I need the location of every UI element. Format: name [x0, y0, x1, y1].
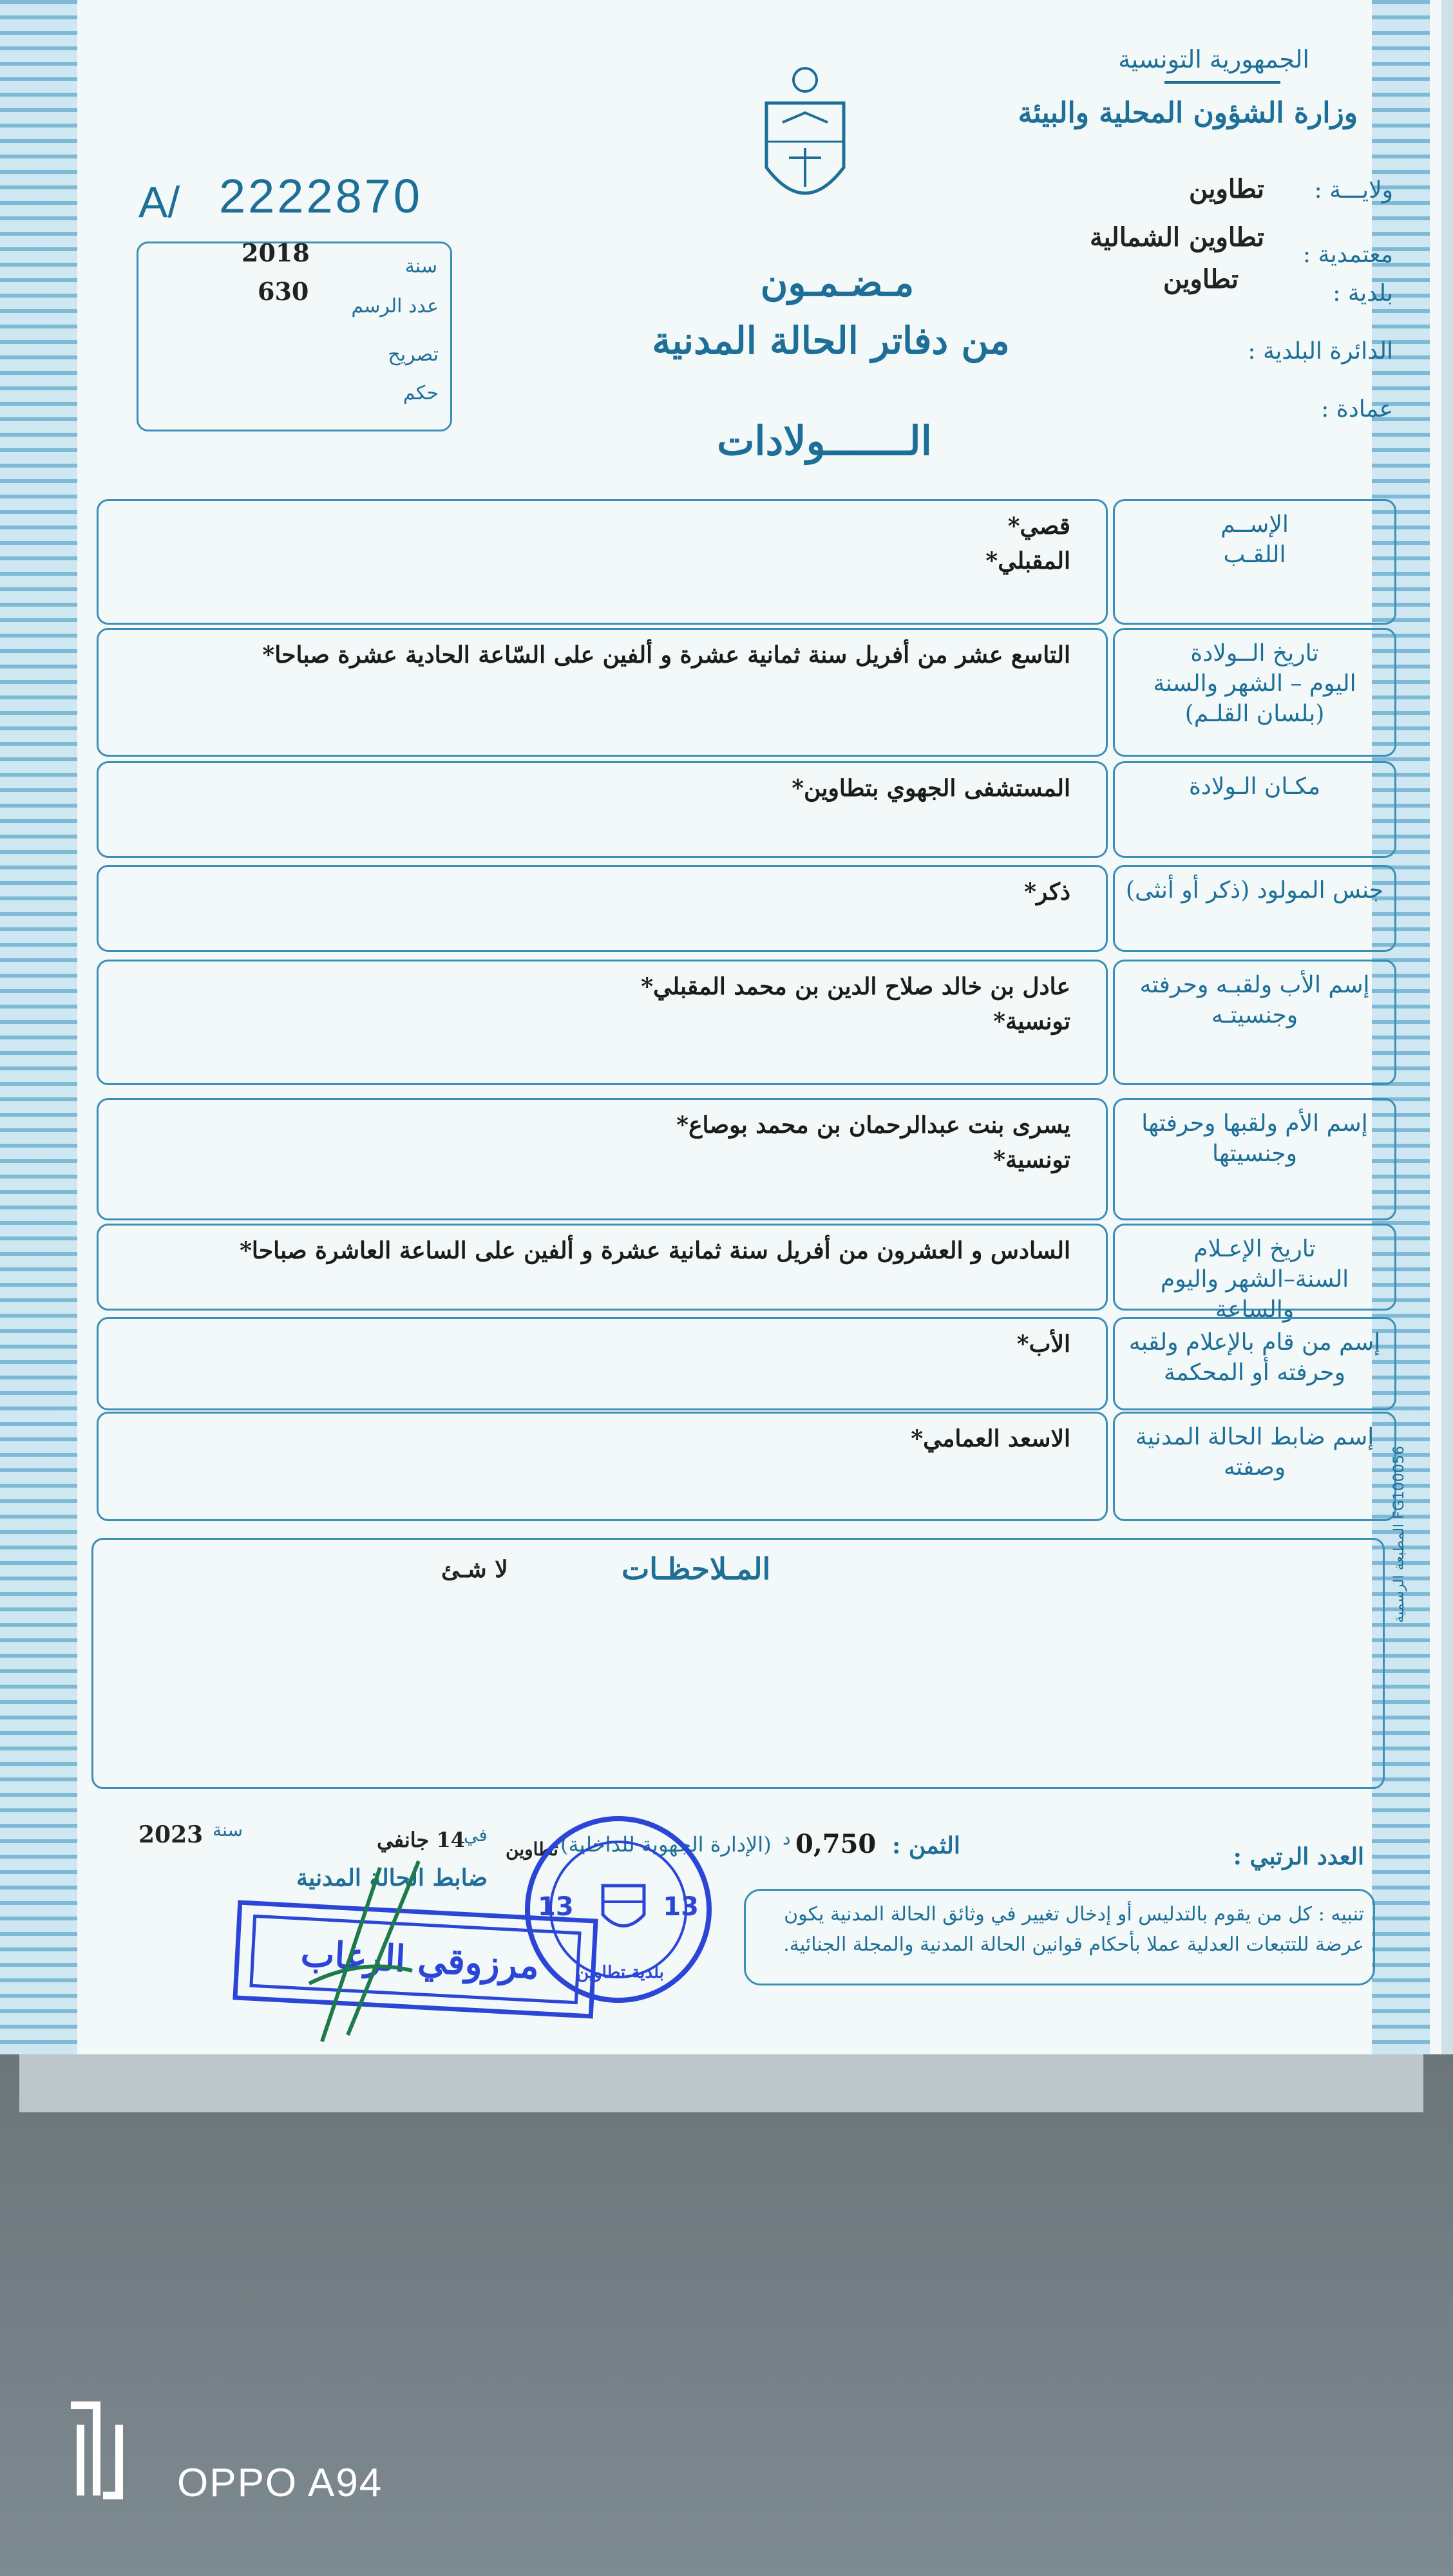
serial-label: العدد الرتبي : [1233, 1843, 1364, 1870]
field-value: الاسعد العمامي* [911, 1425, 1070, 1452]
record-box [137, 238, 452, 431]
footer-year-value: 2023 [138, 1821, 204, 1848]
field-value-box [97, 1317, 1108, 1410]
municipality-value: تطاوين [1163, 264, 1239, 294]
stamp-emblem-icon [598, 1879, 649, 1937]
field-label: تاريخ الإعـلام السنة–الشهر واليوم والساعة [1160, 1236, 1349, 1323]
field-value-box [97, 1412, 1108, 1521]
municipality-label: بلدية : [1333, 280, 1393, 307]
field-value-box [97, 1098, 1108, 1220]
field-label-box [1113, 499, 1396, 625]
district-label: الدائرة البلدية : [1248, 338, 1393, 365]
paper-underlay [19, 2054, 1423, 2112]
remarks-label: المـلاحظـات [622, 1551, 771, 1586]
field-value: يسرى بنت عبدالرحمان بن محمد بوصاع* تونسية* [676, 1112, 1070, 1173]
title-line2: من دفاتر الحالة المدنية [652, 319, 1010, 363]
field-value: قصي* المقبلي* [985, 513, 1070, 574]
field-value: الأب* [1016, 1331, 1070, 1358]
price-unit: د [783, 1828, 791, 1849]
record-year-value: 2018 [242, 238, 310, 267]
field-value-box [97, 865, 1108, 952]
field-label-box [1113, 1224, 1396, 1323]
warning-text: تنبيه : كل من يقوم بالتدليس أو إدخال تغيير في وثائق الحالة المدنية يكون عرضة للتتبعات العدلية عملا بأحكام قوانين الحالة المدنية والمجلة الجنائية. [783, 1903, 1364, 1956]
field-label: الإســم اللقـب [1220, 511, 1289, 568]
signature-icon [303, 1855, 432, 2048]
admin-note: (الإدارة الجهوية للداخلية) [560, 1832, 772, 1857]
field-value-box [97, 499, 1108, 625]
section-title: الـــــــولادات [717, 417, 932, 464]
date-prefix: في [464, 1824, 488, 1846]
stamp-number-right: 13 [663, 1892, 699, 1922]
declaration-label: تصريح [388, 343, 439, 366]
stamp-number-left: 13 [538, 1892, 574, 1922]
printer-mark: المطبعة الرسمية FG100056 [1391, 1446, 1407, 1623]
field-label-box [1113, 628, 1396, 757]
field-label: إسم ضابط الحالة المدنية وصفته [1135, 1424, 1374, 1481]
record-year-label: سنة [404, 255, 437, 278]
security-border-left [0, 0, 77, 2054]
field-value: عادل بن خالد صلاح الدين بن محمد المقبلي* تونسية* [641, 973, 1070, 1035]
rect-stamp-text: مرزوقي الرغاب [299, 1932, 540, 1988]
wilaya-value: تطاوين [1188, 174, 1264, 204]
record-no-value: 630 [258, 277, 309, 306]
serial-prefix: A/ [138, 178, 180, 227]
field-value: المستشفى الجهوي بتطاوين* [792, 775, 1070, 802]
field-label: إسم الأب ولقبـه وحرفته وجنسيتـه [1139, 972, 1370, 1028]
field-label: جنس المولود (ذكر أو أنثى) [1125, 877, 1384, 904]
header-divider [1164, 81, 1280, 84]
field-label-box [1113, 865, 1396, 952]
field-value-box [97, 761, 1108, 858]
remarks-box [91, 1538, 1385, 1789]
field-value: التاسع عشر من أفريل سنة ثمانية عشرة و ألفين على السّاعة الحادية عشرة صباحا* [262, 641, 1070, 668]
delegation-label: معتمدية : [1302, 242, 1393, 268]
stamp-round-text: بلدية تطاوين [576, 1963, 664, 1982]
footer-day-month: 14 جانفي [377, 1828, 465, 1852]
record-no-label: عدد الرسم [351, 295, 439, 317]
field-label: إسم من قام بالإعلام ولقبه وحرفته أو المحكمة [1128, 1329, 1381, 1386]
field-value: السادس و العشرون من أفريل سنة ثمانية عشرة و ألفين على الساعة العاشرة صباحا* [240, 1237, 1070, 1264]
field-value-box [97, 1224, 1108, 1311]
field-label-box [1113, 960, 1396, 1085]
officer-title: ضابط الحالة المدنية [296, 1864, 488, 1891]
field-value-box [97, 628, 1108, 757]
field-value: ذكر* [1024, 878, 1070, 905]
delegation-value: تطاوين الشمالية [1090, 222, 1264, 252]
camera-watermark: OPPO A94 [177, 2461, 383, 2505]
remarks-value: لا شـئ [441, 1556, 508, 1583]
field-label-box [1113, 1317, 1396, 1410]
title-line1: مـضـمـون [760, 261, 915, 305]
field-label-box [1113, 1412, 1396, 1521]
price-label: الثمن : [892, 1832, 960, 1859]
oppo-logo-icon [64, 2399, 129, 2502]
field-label: إسم الأم ولقبها وحرفتها وجنسيتها [1141, 1110, 1368, 1167]
republic-text: الجمهورية التونسية [1118, 45, 1309, 73]
field-label-box [1113, 761, 1396, 858]
price-value: 0,750 [795, 1829, 877, 1859]
ministry-text: وزارة الشؤون المحلية والبيئة [1018, 97, 1358, 129]
omda-label: عمادة : [1321, 396, 1393, 422]
warning-box [744, 1889, 1375, 1985]
footer-year-label: سنة [213, 1819, 243, 1841]
coat-of-arms-icon [754, 64, 857, 219]
serial-number: 2222870 [219, 169, 423, 223]
field-label: مكـان الـولادة [1188, 773, 1321, 800]
footer-place: تطاوين [506, 1839, 558, 1860]
wilaya-label: ولايـــة : [1314, 177, 1393, 204]
field-label-box [1113, 1098, 1396, 1220]
field-label: تاريخ الــولادة اليوم – الشهر والسنة (بلسان القلـم) [1153, 640, 1356, 727]
judgment-label: حكم [403, 382, 439, 404]
field-value-box [97, 960, 1108, 1085]
